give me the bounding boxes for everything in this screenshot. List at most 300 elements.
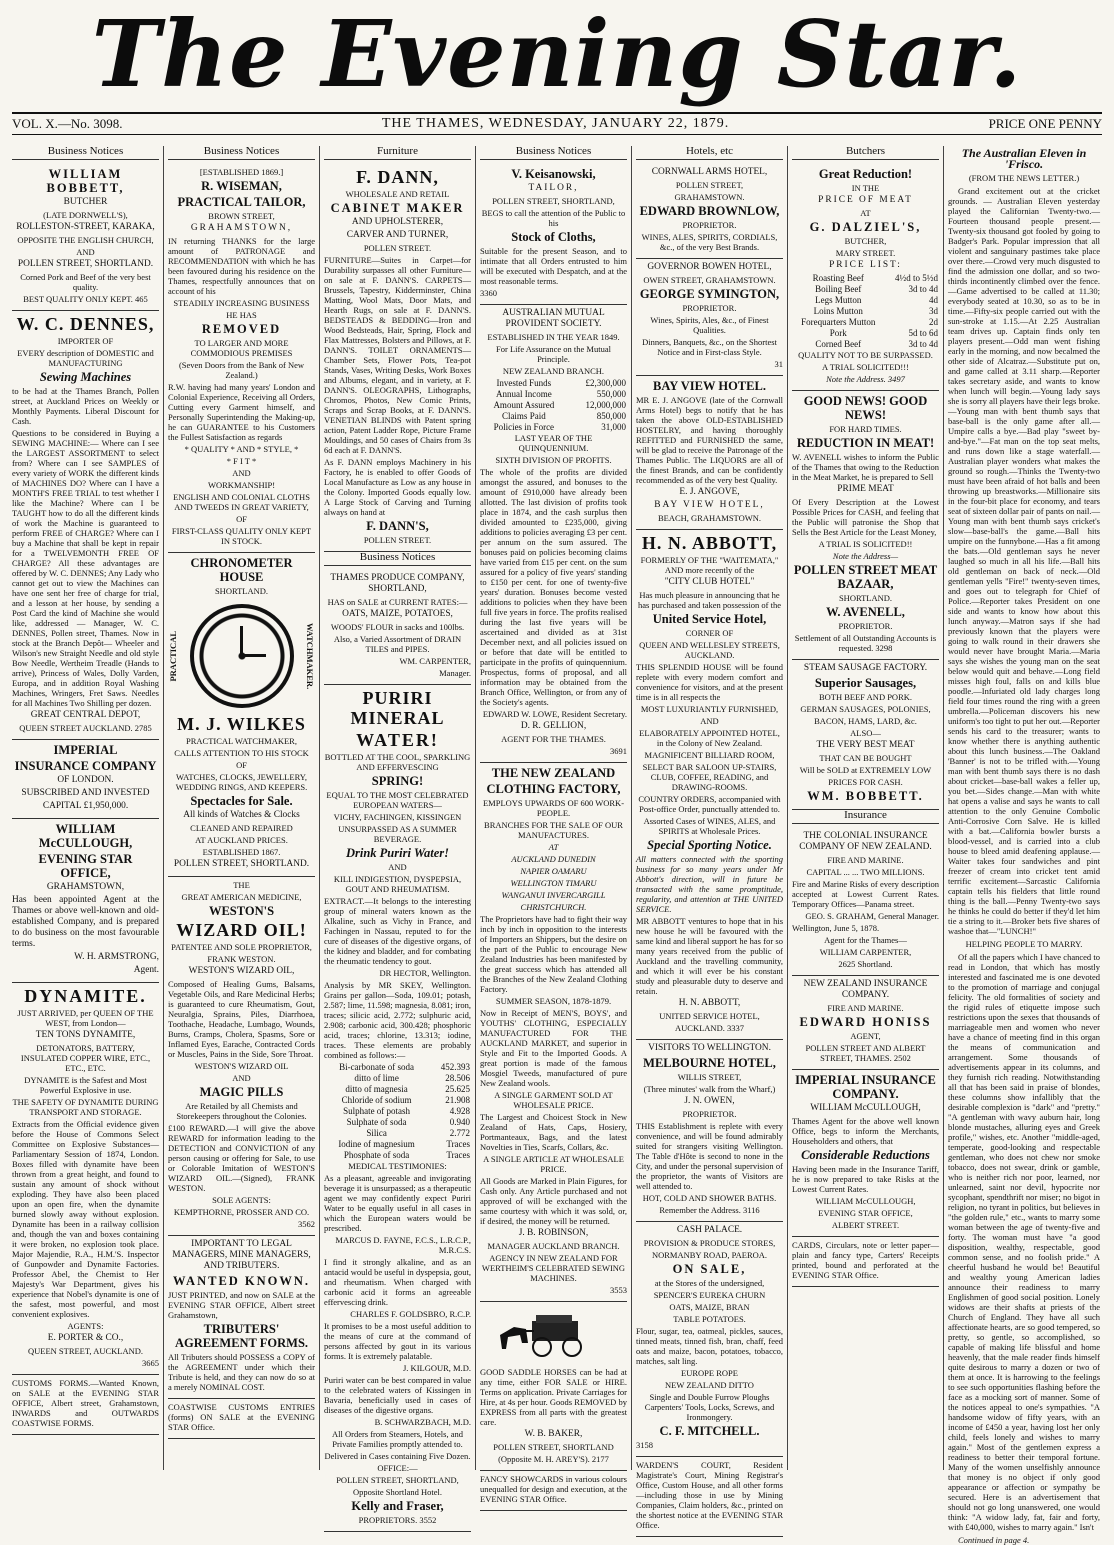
advert-line: Single and Double Furrow Ploughs Carpenters' Tools, Locks, Screws, and Ironmongery. [644,1392,775,1422]
advert-line: (LATE DORNWELL'S), [43,210,128,220]
advert-line: PRACTICAL WATCHMAKER, [186,736,297,746]
advert-line: WANTED KNOWN. [172,1274,311,1288]
table-row [792,295,939,306]
advert-line: NEW ZEALAND INSURANCE COMPANY. [803,979,928,1000]
advert-line: BUTCHER, [844,236,887,246]
advert-amp-society [480,305,627,763]
advert-line: WILLIS STREET, [677,1072,742,1082]
advert-name: V. Keisanowski, [511,167,596,181]
advert-line: BAY VIEW HOTEL, [654,500,765,510]
advert-line: SPRING! [371,774,424,788]
advert-line: CORNWALL ARMS HOTEL, [651,167,768,177]
advert-line: WM. CARPENTER, [399,656,471,666]
advert-keisanowski [480,164,627,305]
advert-abbott [636,530,783,1040]
advert-body: All Goods are Marked in Plain Figures, for Cash only. Any Article purchased and not approved of will be exchanged with the same courtesy with which it was sold, or, if desired, the money will be returned. [480,1176,627,1226]
advert-line: CARVER AND TURNER, [346,230,449,240]
advert-line: MEDICAL TESTIMONIES: [348,1161,447,1171]
column-header: Business Notices [168,146,315,160]
table-cell-label: Chloride of sodium [341,1095,412,1105]
advert-body: Now in Receipt of MEN'S, BOYS', and YOUTHS' CLOTHING, ESPECIALLY MANUFACTURED FOR THE AUCKLAND MARKET, and superior in Style and Fit to the Imported Goods. A great portion is made of the famous Mosgiel Tweeds, manufactured of pure New Zealand wools. [480,1008,627,1088]
advert-line: MAGIC PILLS [199,1085,284,1099]
funds-table [480,378,627,433]
advert-line: J. KILGOUR, M.D. [403,1363,471,1373]
carriage-illustration [494,1309,614,1359]
advert-body: I find it strongly alkaline, and as an antacid would be useful in dyspepsia, gout, and rheumatism. When charged with carbonic acid it forms an agreeable effervescing drink. [324,1257,471,1307]
advert-line: WESTON'S WIZARD OIL [194,1061,289,1071]
advert-line: AGENTS: [67,1321,104,1331]
advert-line: 3158 [636,1440,653,1450]
advert-line: Agent for the Thames— [824,935,907,945]
advert-line: HAS on SALE at CURRENT RATES:— [327,597,468,607]
columns [8,145,1108,1545]
advert-puriri [324,685,471,1532]
advert-cash-palace [636,1222,783,1457]
advert-line: Opposite Shortland Hotel. [352,1487,442,1497]
advert-name: W. C. DENNES, [16,314,155,334]
advert-showcards [480,1471,627,1511]
article-source: (FROM THE NEWS LETTER.) [968,173,1080,183]
table-cell-value: 12,000,000 [585,400,626,410]
advert-line: TAILOR, [528,183,579,193]
advert-line: IMPERIAL INSURANCE COMPANY. [795,1073,936,1101]
advert-line: GREAT AMERICAN MEDICINE, [181,892,302,902]
advert-line: Delivered in Cases containing Five Dozen. [324,1451,471,1461]
table-row [792,328,939,339]
column-4 [476,145,632,1504]
advert-line: 3665 [142,1358,159,1368]
advert-line: IN THE [851,183,880,193]
advert-line: WESTON'S WIZARD OIL, [188,966,295,976]
advert-line: SELECT BAR SALOON UP-STAIRS, CLUB, COFFEE, READING, and DRAWING-ROOMS. [642,762,777,792]
advert-line: Spectacles for Sale. [190,794,293,808]
table-row [324,1106,471,1117]
table-row [324,1117,471,1128]
table-cell-value: 5d to 6d [908,328,938,338]
advert-line: FIRE AND MARINE. [827,855,904,865]
advert-line: Special Sporting Notice. [647,838,772,852]
advert-line: OATS, MAIZE, POTATOES, [342,609,453,619]
advert-baker [480,1302,627,1471]
column-header: Butchers [792,146,939,160]
advert-wizard-oil [168,877,315,1236]
advert-line: CAPITAL ... ... TWO MILLIONS. [806,867,925,877]
advert-line: WOODS' FLOUR in sacks and 100lbs. [330,622,465,632]
date-place: THE THAMES, WEDNESDAY, JANUARY 22, 1879. [381,116,730,131]
advert-line: SOLE AGENTS: [212,1195,271,1205]
advert-melbourne-hotel [636,1040,783,1222]
advert-bobbett [12,164,159,311]
advert-line: COUNTRY ORDERS, accompanied with Post-office Order, punctually attended to. [638,794,781,814]
advert-mccullough [12,819,159,983]
column-1 [8,146,164,1470]
article-subheading: HELPING PEOPLE TO MARRY. [965,939,1083,949]
advert-line: Remember the Address. 3116 [659,1205,760,1215]
advert-line: Drink Puriri Water! [345,846,450,860]
advert-line: GEORGE SYMINGTON, [639,287,780,301]
advert-line: A TRIAL SOLICITED!!! [822,362,909,372]
advert-body: IN returning THANKS for the large amount of PATRONAGE and RECOMMENDATION with which he has been favoured during his residence on the Thames, respectfully announces that on account of his [168,236,315,296]
table-cell-value: 0.940 [449,1117,470,1127]
advert-line: MAGNIFICENT BILLIARD ROOM, [644,750,775,760]
advert-line: PROPRIETORS. 3552 [358,1515,437,1525]
advert-dynamite [12,983,159,1375]
advert-line: EDWARD W. LOWE, Resident Secretary. [482,709,627,719]
advert-line: TO LARGER AND MORE COMMODIOUS PREMISES [190,338,293,358]
advert-line: (Seven Doors from the Bank of New Zealand.) [178,360,305,380]
advert-line: Sewing Machines [39,370,132,384]
advert-line: JUST PRINTED, and now on SALE at the EVENING STAR OFFICE, Albert street Grahamstown, [168,1290,315,1320]
advert-line: LAST YEAR OF THE QUINQUENNIUM. [514,433,593,453]
advert-line: PROVISION & PRODUCE STORES, [643,1238,776,1248]
table-cell-label: Claims Paid [501,411,546,421]
advert-line: QUEEN AND WELLESLEY STREETS, AUCKLAND. [639,640,780,660]
table-cell-value: 31,000 [601,422,626,432]
advert-line: PRICE OF MEAT [818,195,913,205]
advert-dennes [12,311,159,740]
advert-line: EMPLOYS UPWARDS OF 600 WORK-PEOPLE. [482,798,625,818]
dateline [12,112,1102,135]
table-cell-value: 4½d to 5½d [894,273,938,283]
advert-line: IMPERIAL [53,743,118,757]
table-cell-label: Bi-carbonate of soda [339,1062,415,1072]
advert-line: PRICES FOR CASH. [828,777,903,787]
advert-line: EUROPE ROPE [681,1368,738,1378]
advert-line: JUST ARRIVED, per QUEEN OF THE WEST, from London— [17,1008,154,1028]
advert-line: Also, a Varied Assortment of DRAIN TILES and PIPES. [333,634,462,654]
advert-line: FIRE AND MARINE. [827,1003,904,1013]
advert-governor-bowen [636,259,783,376]
advert-line: Agent. [133,965,159,975]
advert-line: ROLLESTON-STREET, KARAKA, [16,222,155,232]
clock-icon [190,604,294,708]
table-cell-label: Sulphate of soda [346,1117,407,1127]
advert-line: SHORTLAND. [838,593,893,603]
advert-line: AGENT, [850,1031,881,1041]
article-title: The Australian Eleven in 'Frisco. [961,146,1087,171]
advert-line: UNSURPASSED AS A SUMMER BEVERAGE. [338,824,457,844]
advert-body: GOOD SADDLE HORSES can be had at any time, either FOR SALE or HIRE. Terms on application. Private Carriages for Hire, at 4s per hour. Goods REMOVED by EXPRESS from all parts with the greatest care. [480,1367,627,1427]
advert-line: AND [76,247,95,257]
advert-line: GOOD NEWS! GOOD NEWS! [803,394,928,422]
advert-colonial-insurance [792,828,939,976]
advert-body: MR E. J. ANGOVE (late of the Cornwall Arms Hotel) begs to notify that he has taken the above OLD-ESTABLISHED HOSTELRY, and having thoroughly REFITTED and FURNISHED the same, will be glad to receive the Patronage of the Thames Public. The LIQUORS are all of the finest Brands, and can be confidently recommended as of the very best Quality. [636,395,783,485]
advert-line: IMPORTER OF [57,336,114,346]
advert-body: COASTWISE CUSTOMS ENTRIES (forms) ON SALE at the EVENING STAR Office. [168,1402,315,1432]
advert-body: Of Every Description at the Lowest Possible Prices for CASH, and feeling that the Public will patronise the Shop that Sells the Best Article for the Least Money, [792,497,939,537]
advert-line: GEO. S. GRAHAM, General Manager. [805,911,939,921]
advert-line: BAY VIEW HOTEL. [653,379,766,393]
advert-line: QUEEN STREET, AUCKLAND. [27,1346,144,1356]
advert-line: CLOTHING FACTORY, [486,782,621,796]
table-cell-label: Phosphate of soda [343,1150,410,1160]
advert-line: NAPIER OAMARU [520,866,587,876]
advert-line: AND UPHOLSTERER, [351,217,444,227]
advert-body: THIS SPLENDID HOUSE will be found replete with every modern comfort and convenience for visitors, and at the present time is in all respects the [636,662,783,702]
advert-line: J. N. OWEN, [684,1096,735,1106]
advert-line: ALSO— [850,728,881,738]
advert-line: POLLEN STREET, SHORTLAND, [336,1475,459,1485]
table-cell-value: 3d to 4d [908,284,938,294]
advert-body: R.W. having had many years' London and Colonial Experience, Receiving all Orders, Cutting every Garment himself, and Personally Superintending the Making-up, he can GUARANTEE to his Customers the Fullest Satisfaction as regards [168,382,315,442]
advert-line: 3691 [610,746,627,756]
advert-line: OFFICE:— [377,1463,418,1473]
advert-line: STEAM SAUSAGE FACTORY. [803,663,928,673]
table-cell-value: 2.772 [449,1128,470,1138]
advert-name: WILLIAM BOBBETT, [46,167,125,195]
advert-line: THAMES PRODUCE COMPANY, SHORTLAND, [330,573,465,594]
advert-cornwall-arms [636,164,783,259]
advert-line: CORNER OF [685,628,734,638]
advert-line: DETONATORS, BATTERY, INSULATED COPPER WIRE, ETC., ETC., ETC. [20,1043,151,1073]
table-cell-value: Traces [446,1150,470,1160]
advert-line: WATCHMAKER. [305,622,315,690]
advert-line: MARY STREET. [835,248,896,258]
advert-line: D. R. GELLION, [520,721,587,731]
advert-line: EQUAL TO THE MOST CELEBRATED EUROPEAN WATERS— [326,790,469,810]
advert-line: AUCKLAND. 3337 [675,1023,744,1033]
advert-body: As a pleasant, agreeable and invigorating beverage it is unsurpassed; as a therapeutic agent we may confidently expect Puriri Water to be equally useful in all cases in which the European waters would be prescribed. [324,1173,471,1233]
table-cell-value: £2,300,000 [585,378,626,388]
advert-body: The whole of the profits are divided amongst the assured, and bonuses to the amount of £910,000 have already been allotted. The last division of profits took place in 1874, and the cash surplus then divided amounted to £235,000, giving additions to policies averaging £3 per cent. per annum on the sum assured. The bonuses paid on policies becoming claims have varied from £15 per cent. on the sum assured for a policy of five years' standing to £150 per cent. for one of twenty-five years' duration. Bonuses become vested additions to policies when they have been full five years in force. The profits realised during the last five years will be ascertained and divided as at 31st December next, and all policies issued on or before that date will be entitled to participate in the profits of quinquennium. Prospectus, forms of proposal, and all information may be obtained from the Branch Office, Wellington, or from any of the Society's agents. [480,467,627,707]
continued-note: Continued in page 4. [958,1535,1030,1545]
advert-line: TEN TONS DYNAMITE, [35,1030,136,1040]
advert-line: CALLS ATTENTION TO HIS STOCK [174,748,309,758]
advert-line: PROPRIETOR. [838,621,893,631]
advert-line: VISITORS TO WELLINGTON. [648,1043,771,1053]
advert-body: It promises to be a most useful addition to the means of cure at the command of persons affected by gout in its various forms. It is extremely palatable. [324,1321,471,1361]
advert-coastwise [168,1399,315,1439]
advert-line: WHOLESALE AND RETAIL [345,189,450,199]
advert-line: 2625 Shortland. [838,959,893,969]
advert-name: WM. BOBBETT. [807,789,924,803]
advert-line: * F I T * [226,456,257,466]
advert-line: United Service Hotel, [652,612,767,626]
advert-line: AT [860,208,871,218]
advert-body: EXTRACT.—It belongs to the interesting group of mineral waters known as the Alkaline, such as Vichy in France, and Fachingen in Nassau, reputed to for the cure of diseases of the digestive organs, of the kidney and bladder, and for combating the rheumatic tendency to gout. [324,896,471,966]
advert-line: BEST QUALITY ONLY KEPT. 465 [23,294,148,304]
advert-line: DYNAMITE is the Safest and Most Powerful Explosive in use. [24,1075,147,1095]
advert-line: Wines, Spirits, Ales, &c., of Finest Qualities. [650,315,769,335]
table-cell-label: Corned Beef [815,339,862,349]
advert-name: DYNAMITE. [24,986,147,1006]
advert-line: OATS, MAIZE, BRAN [669,1302,750,1312]
column-3 [320,145,476,1525]
advert-line: MOST LUXURIANTLY FURNISHED, [640,704,779,714]
advert-line: NEW ZEALAND BRANCH. [502,366,605,376]
advert-line: WELLINGTON TIMARU [510,878,597,888]
advert-body: CUSTOMS FORMS.—Wanted Known, on SALE at the EVENING STAR OFFICE, Albert street, Grahamstown, INWARDS and OUTWARDS COASTWISE FORMS. [12,1378,159,1428]
advert-line: SPENCER'S EUREKA CHURN [653,1290,766,1300]
advert-line: HE HAS [226,310,257,320]
advert-line: AND [700,716,719,726]
advert-line: POLLEN STREET AND ALBERT STREET, THAMES. 2502 [805,1043,926,1063]
advert-line: GOVERNOR BOWEN HOTEL, [647,262,772,272]
advert-line: POLLEN STREET, SHORTLAND. [173,859,310,869]
advert-line: NEW ZEALAND DITTO [665,1380,754,1390]
advert-body: FURNITURE—Suites in Carpet—for Durability surpasses all other Furniture—on sale at F. DANN'S. CARPETS—Brussels, Tapestry, Kidderminster, China Matting, Wool Mats, Door Mats, and Hearth Rugs, on sale at F. DANN'S. BEDSTEADS & BEDDING—Iron and Wood Bedsteads, Hair, Spring, Flock and Flax Mattresses, Bolsters and Pillows, at F. DANN'S. TOILET ORNAMENTS—Chamber Sets, Flower Pots, Tea-pot Stands, Vases, Writing Desks, Work Boxes and Albums, elegant, and in variety, at F. DANN'S. OLEOGRAPHS, Lithographs, Chromos, Photos, New Comic Prints, Scraps and Scrap Books, at F. DANN'S. VENETIAN BLINDS with Patent spring action, Patent Ladder Rope, Picture Frame Mouldings, and 50 cases of Chairs from 3s 6d each at F. DANN'S. [324,255,471,455]
advert-line: PRACTICAL [168,630,178,682]
advert-line: QUEEN STREET AUCKLAND. 2785 [19,723,152,733]
advert-body: Analysis by MR SKEY, Wellington. Grains per gallon—Soda, 109.01; potash, 2.587; lime, 11.598; magnesia, 8.081; iron, traces; silicic acid, 2.772; sulphuric acid, 2.908; carbonic acid, 300.428; phosphoric acid, traces; chlorine, 13.313; iodine, traces. These elements are probably combined as follows:— [324,980,471,1060]
column-7 [944,146,1104,1545]
advert-body: Questions to be considered in Buying a SEWING MACHINE:— Where can I see the LARGEST ASSORTMENT to select from? Where can I see SAMPLES of every variety of WORK the different kinds of MACHINES DO? Where can I have a MONTH'S FREE TRIAL to test whether I like the Machine? Where can I be TAUGHT how to do all the different kinds of work the Machine is guaranteed to perform FREE of CHARGE? Where can I buy a Machine that shall be kept in repair for a TWELVEMONTH FREE OF CHARGE? All these advantages are offered by W. C. DENNES; Any Lady who cannot get out to view the Machines can have one sent her free of charge for trial, and a lesson at her house, by sending a Post Card the kind of Machine she would like, addressed — Manager, W. C. DENNES, Pollen street, Thames. Now in stock at the Branch Depôt— Wheeler and Wilson's new Straight Needle and old style Bow Needle, Wertheim Treadle (Hands to arrive), Princess of Wales, Dolly Varden, Europa, and in addition Royal Washing Machines, Wringers, Fret Saws. Needles for all Machines Two Shilling per dozen. [12,428,159,708]
table-cell-value: Traces [446,1139,470,1149]
advert-line: REMOVED [201,322,282,336]
advert-line: OF [236,514,247,524]
advert-line: THE SAFETY OF DYNAMITE DURING TRANSPORT AND STORAGE. [12,1097,159,1117]
advert-line: W. H. ARMSTRONG, [74,952,159,962]
advert-line: IMPORTANT TO LEGAL MANAGERS, MINE MANAGERS, AND TRIBUTERS. [172,1239,311,1271]
column-header: Furniture [324,146,471,160]
table-row [480,378,627,389]
advert-body: THIS Establishment is replete with every convenience, and will be found admirably suited for strangers visiting Wellington. The Table d'Hôte is second to none in the City, and under the personal supervision of the proprietor, the wants of Visitors are well attended to. [636,1121,783,1191]
table-cell-value: 4d [929,295,938,305]
column-header: Business Notices [324,552,471,566]
advert-line: AND [388,862,407,872]
column-header: Business Notices [480,146,627,160]
table-row [480,389,627,400]
advert-wiseman [168,164,315,553]
table-row [324,1095,471,1106]
advert-line: CLEANED AND REPAIRED [190,823,293,833]
advert-body: FANCY SHOWCARDS in various colours unequalled for design and execution, at the EVENING STAR Office. [480,1474,627,1504]
advert-line: OF [236,760,247,770]
advert-line: All kinds of Watches & Clocks [183,810,300,820]
advert-body: £100 REWARD.—I will give the above REWARD for information leading to the DETECTION and CONVICTION of any person causing or offering for Sale, to use or Colorable Imitation of WESTON'S WIZARD OIL.—(Signed), FRANK WESTON. [168,1123,315,1193]
advert-name: R. WISEMAN, [201,179,282,193]
advert-line: THE COLONIAL INSURANCE COMPANY OF NEW ZEALAND. [799,831,932,852]
table-row [324,1150,471,1161]
advert-line: AT [548,842,559,852]
advert-line: VICHY, FACHINGEN, KISSINGEN [333,812,462,822]
advert-line: GERMAN SAUSAGES, POLONIES, [800,704,931,714]
advert-line: BROWN STREET, [208,211,275,221]
analysis-table [324,1062,471,1161]
advert-line: WORKMANSHIP! [207,480,276,490]
advert-line: BOTTLED AT THE COOL, SPARKLING AND EFFERVESCING [324,752,471,772]
advert-line: Stock of Cloths, [511,230,596,244]
advert-line: ON SALE, [672,1262,747,1276]
advert-avenell [792,391,939,660]
advert-line: Wellington, June 5, 1878. [792,923,880,933]
advert-line: POLLEN STREET MEAT BAZAAR, [793,563,938,591]
article-paragraph: Of all the papers which I have chanced to read in London, that which has mostly interested and fascinated me is one devoted to the promotion of marriage and conjugal felicity. The old formalities of society and the rigid rules of etiquette impose such restrictions upon the sexes that thousands of marriageable men and women who never have a chance of meeting find in this organ the means of communication and arrangement. Some thousands of advertisements appear in its columns, and they furnish rich reading. Notwithstanding all that has been said in praise of blondes, these columns show infallibly that the desirable complexion is "dark" and "pretty." "A gentleman with wavy auburn hair, long blonde mustaches, alluring eyes and Greek profile," wishes, etc. Another "middle-aged, temperate, good-looking and respectable gentleman, who does not chew nor smoke tobacco, does not swear, drink or gamble, who is neither rich nor poor, learned, nor unlearned, saint nor devil, hypocrite nor sycophant, spendthrift nor miser; no bigot in religion, no tyrant in politics, but believes in "the golden rule," etc., wants to marry some woman between the age of twenty-five and forty. The woman must have "a good disposition, wealthy, respectable, good common sense, and no foolish pride." A cheerful husband he would be! Beautiful and wealthy young American ladies announce their readiness to marry Englishmen of good social position. Lonely widows are their shafts at priests of the Church of England. They have all such affectionate hearts, are so good tempered, so pretty, so gentle, so accomplished, so capable of making life blissful and home heavenly, that the male reader finds himself quite desirous to marry a dozen or two of them at once. It is harrowing to the feelings to see such opportunities flashing before the face as a mocking sort of manner. Some of the notices appeal to one's sympathies. "A handsome widow of fifty years, with an income of £450 a year, having lost her only child, feels lonely and wishes to marry again." Most of the gentlemen express a readiness to better their temporal fortune. Many of the women unselfishly announce that money is no object if only good appearance or affection or sympathy be secured. Here is an advertisement that should not go long unanswered, one would think: "A widow lady, fat, fair and forty, with £40,000, wishes to marry again." Isn't [948,952,1100,1532]
advert-line: BRANCHES FOR THE SALE OF OUR MANUFACTURES. [484,820,623,840]
advert-line: INSURANCE COMPANY [14,759,157,773]
price: PRICE ONE PENNY [988,116,1102,131]
table-cell-value: 4.928 [449,1106,470,1116]
advert-line: FIRST-CLASS QUALITY ONLY KEPT IN STOCK. [171,526,312,546]
advert-line: GRAHAMSTOWN, [190,223,293,233]
advert-line: For Life Assurance on the Mutual Principle. [496,344,611,364]
advert-line: AND [232,468,251,478]
advert-line: CHRONOMETER HOUSE [190,556,293,584]
advert-line: PROPRIETOR. [682,220,737,230]
advert-bay-view [636,376,783,530]
advert-line: THE NEW ZEALAND [491,766,616,780]
advert-line: THAT CAN BE BOUGHT [819,753,912,763]
advert-line: KILL INDIGESTION, DYSPEPSIA, GOUT AND RHEUMATISM. [333,874,462,894]
advert-body: All matters connected with the sporting business for so many years under Mr Abbott's direction, will in future be transacted with the same promptitude, regularity, and attention at THE UNITED SERVICE. [636,854,783,914]
advert-clothing-factory [480,763,627,1302]
advert-line: 3562 [298,1219,315,1229]
table-cell-value: 28.506 [445,1073,470,1083]
table-row [792,284,939,295]
table-cell-label: Sulphate of potash [343,1106,411,1116]
advert-name: WIZARD OIL! [176,920,307,940]
advert-line: WESTON'S [208,904,275,918]
advert-line: Are Retailed by all Chemists and Storekeepers throughout the Colonies. [176,1101,307,1121]
advert-sausage-factory [792,660,939,810]
advert-line: TRIBUTERS' AGREEMENT FORMS. [174,1322,309,1350]
advert-line: THE VERY BEST MEAT [816,740,915,750]
column-2 [164,146,320,1470]
advert-dalziel [792,164,939,391]
advert-body: WARDEN'S COURT, Resident Magistrate's Court, Mining Registrar's Office, Custom House, and all other forms—including those in use by Mining Companies, Claim holders, &c., printed on the shortest notice at the EVENING STAR Office. [636,1460,783,1530]
advert-line: "CITY CLUB HOTEL" [664,577,755,587]
table-cell-label: Pork [829,328,847,338]
advert-line: PRACTICAL TAILOR, [177,195,306,209]
advert-line: FRANK WESTON. [207,954,276,964]
advert-line: GREAT CENTRAL DEPOT, [30,710,141,720]
advert-line: A TRIAL IS SOLICITED!! [818,539,913,549]
advert-line: Has much pleasure in announcing that he has purchased and taken possession of the [637,590,782,610]
advert-line: A SINGLE GARMENT SOLD AT WHOLESALE PRICE. [494,1090,613,1110]
advert-line: WILLIAM McCULLOUGH, [38,822,133,850]
advert-line: POLLEN STREET, [675,180,744,190]
advert-line: Note the Address— [832,551,899,561]
table-cell-value: 2d [929,317,938,327]
table-cell-label: Annual Income [495,389,552,399]
advert-name: PURIRI MINERAL [350,688,445,728]
advert-name: M. J. WILKES [177,714,306,734]
advert-line: PRICE LIST: [829,260,902,270]
advert-line: H. N. ABBOTT, [678,998,741,1008]
advert-line: POLLEN STREET, SHORTLAND, [492,196,615,206]
advert-thames-produce [324,570,471,685]
table-cell-value: 3d to 4d [908,339,938,349]
advert-line: * QUALITY * AND * STYLE, * [184,444,299,454]
advert-line: SUMMER SEASON, 1878-1879. [495,996,612,1006]
advert-line: E. J. ANGOVE, [679,487,740,497]
advert-customs [12,1375,159,1435]
advert-line: A SINGLE ARTICLE AT WHOLESALE PRICE. [483,1154,624,1174]
advert-cards [792,1237,939,1287]
table-cell-value: 550,000 [596,389,626,399]
clock-illustration [168,598,315,714]
advert-line: BACON, HAMS, LARD, &c. [814,716,917,726]
advert-line: All Tributers should POSSESS a COPY of the AGREEMENT under which their Tribute is held, and they can now do so at a merely NOMINAL COST. [168,1352,315,1392]
advert-nz-insurance [792,976,939,1070]
advert-line: OPPOSITE THE ENGLISH CHURCH, [17,235,154,245]
advert-imperial [12,740,159,819]
advert-line: AUSTRALIAN MUTUAL PROVIDENT SOCIETY. [502,308,605,329]
column-header: Hotels, etc [636,146,783,160]
advert-line: REDUCTION IN MEAT! [796,436,935,450]
table-cell-label: Amount Assured [493,400,555,410]
masthead [0,0,1114,108]
advert-line: CABINET MAKER [330,201,465,215]
advert-line: J. B. ROBINSON, [518,1228,589,1238]
advert-body: MR ABBOTT ventures to hope that in his new house he will be favoured with the same kind and liberal support he has for so many years received from the public of Auckland and the travelling community, and which it will ever be his constant study and pleasurable duty to deserve and retain. [636,916,783,996]
table-row [480,411,627,422]
advert-line: GRAHAMSTOWN. [674,192,745,202]
advert-line: SHORTLAND. [214,586,269,596]
advert-body: W. AVENELL wishes to inform the Public of the Thames that owing to the Reduction in the Meat Market, he is prepared to Sell [792,452,939,482]
advert-line: Will be SOLD at EXTREMELY LOW [799,765,932,775]
advert-line: W. AVENELL, [826,605,905,619]
